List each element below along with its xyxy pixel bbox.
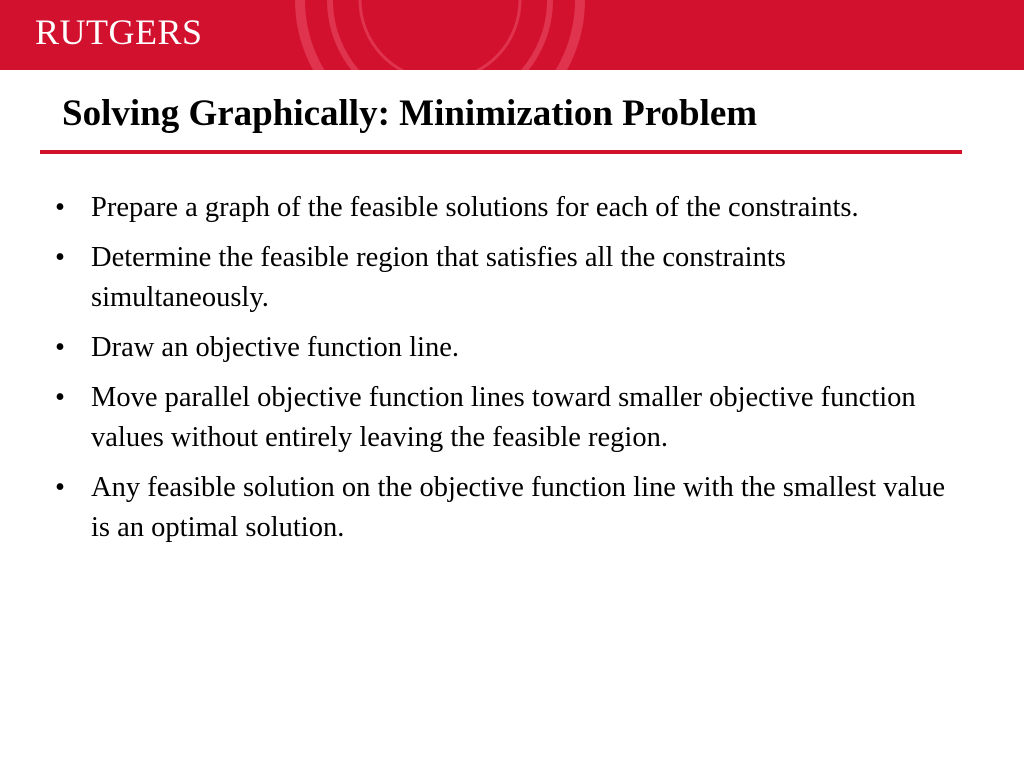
bullet-dot: • — [55, 242, 65, 273]
bullet-dot: • — [55, 382, 65, 413]
rutgers-logo: RUTGERS — [35, 12, 203, 52]
bullet-item — [50, 238, 950, 318]
slide-title: Solving Graphically: Minimization Problem — [62, 93, 758, 134]
bullet-item — [50, 328, 950, 368]
bullet-item — [50, 378, 950, 458]
bullet-dot: • — [55, 472, 65, 503]
bullet-dot: • — [55, 192, 65, 223]
bullet-text: Any feasible solution on the objective function line with the smallest value is an optimal solution. — [91, 472, 946, 543]
title-underline — [40, 150, 962, 154]
seal-watermark — [290, 0, 590, 70]
bullet-item — [50, 468, 950, 548]
bullet-text: Draw an objective function line. — [91, 332, 459, 363]
bullet-dot: • — [55, 332, 65, 363]
bullet-item — [50, 188, 950, 228]
bullet-text: Prepare a graph of the feasible solutions for each of the constraints. — [91, 192, 859, 223]
header-band — [0, 0, 1024, 70]
bullet-text: Determine the feasible region that satisfies all the constraints simultaneously. — [91, 242, 786, 313]
bullet-list — [50, 188, 950, 558]
bullet-text: Move parallel objective function lines toward smaller objective function values without entirely leaving the feasible region. — [91, 382, 916, 453]
